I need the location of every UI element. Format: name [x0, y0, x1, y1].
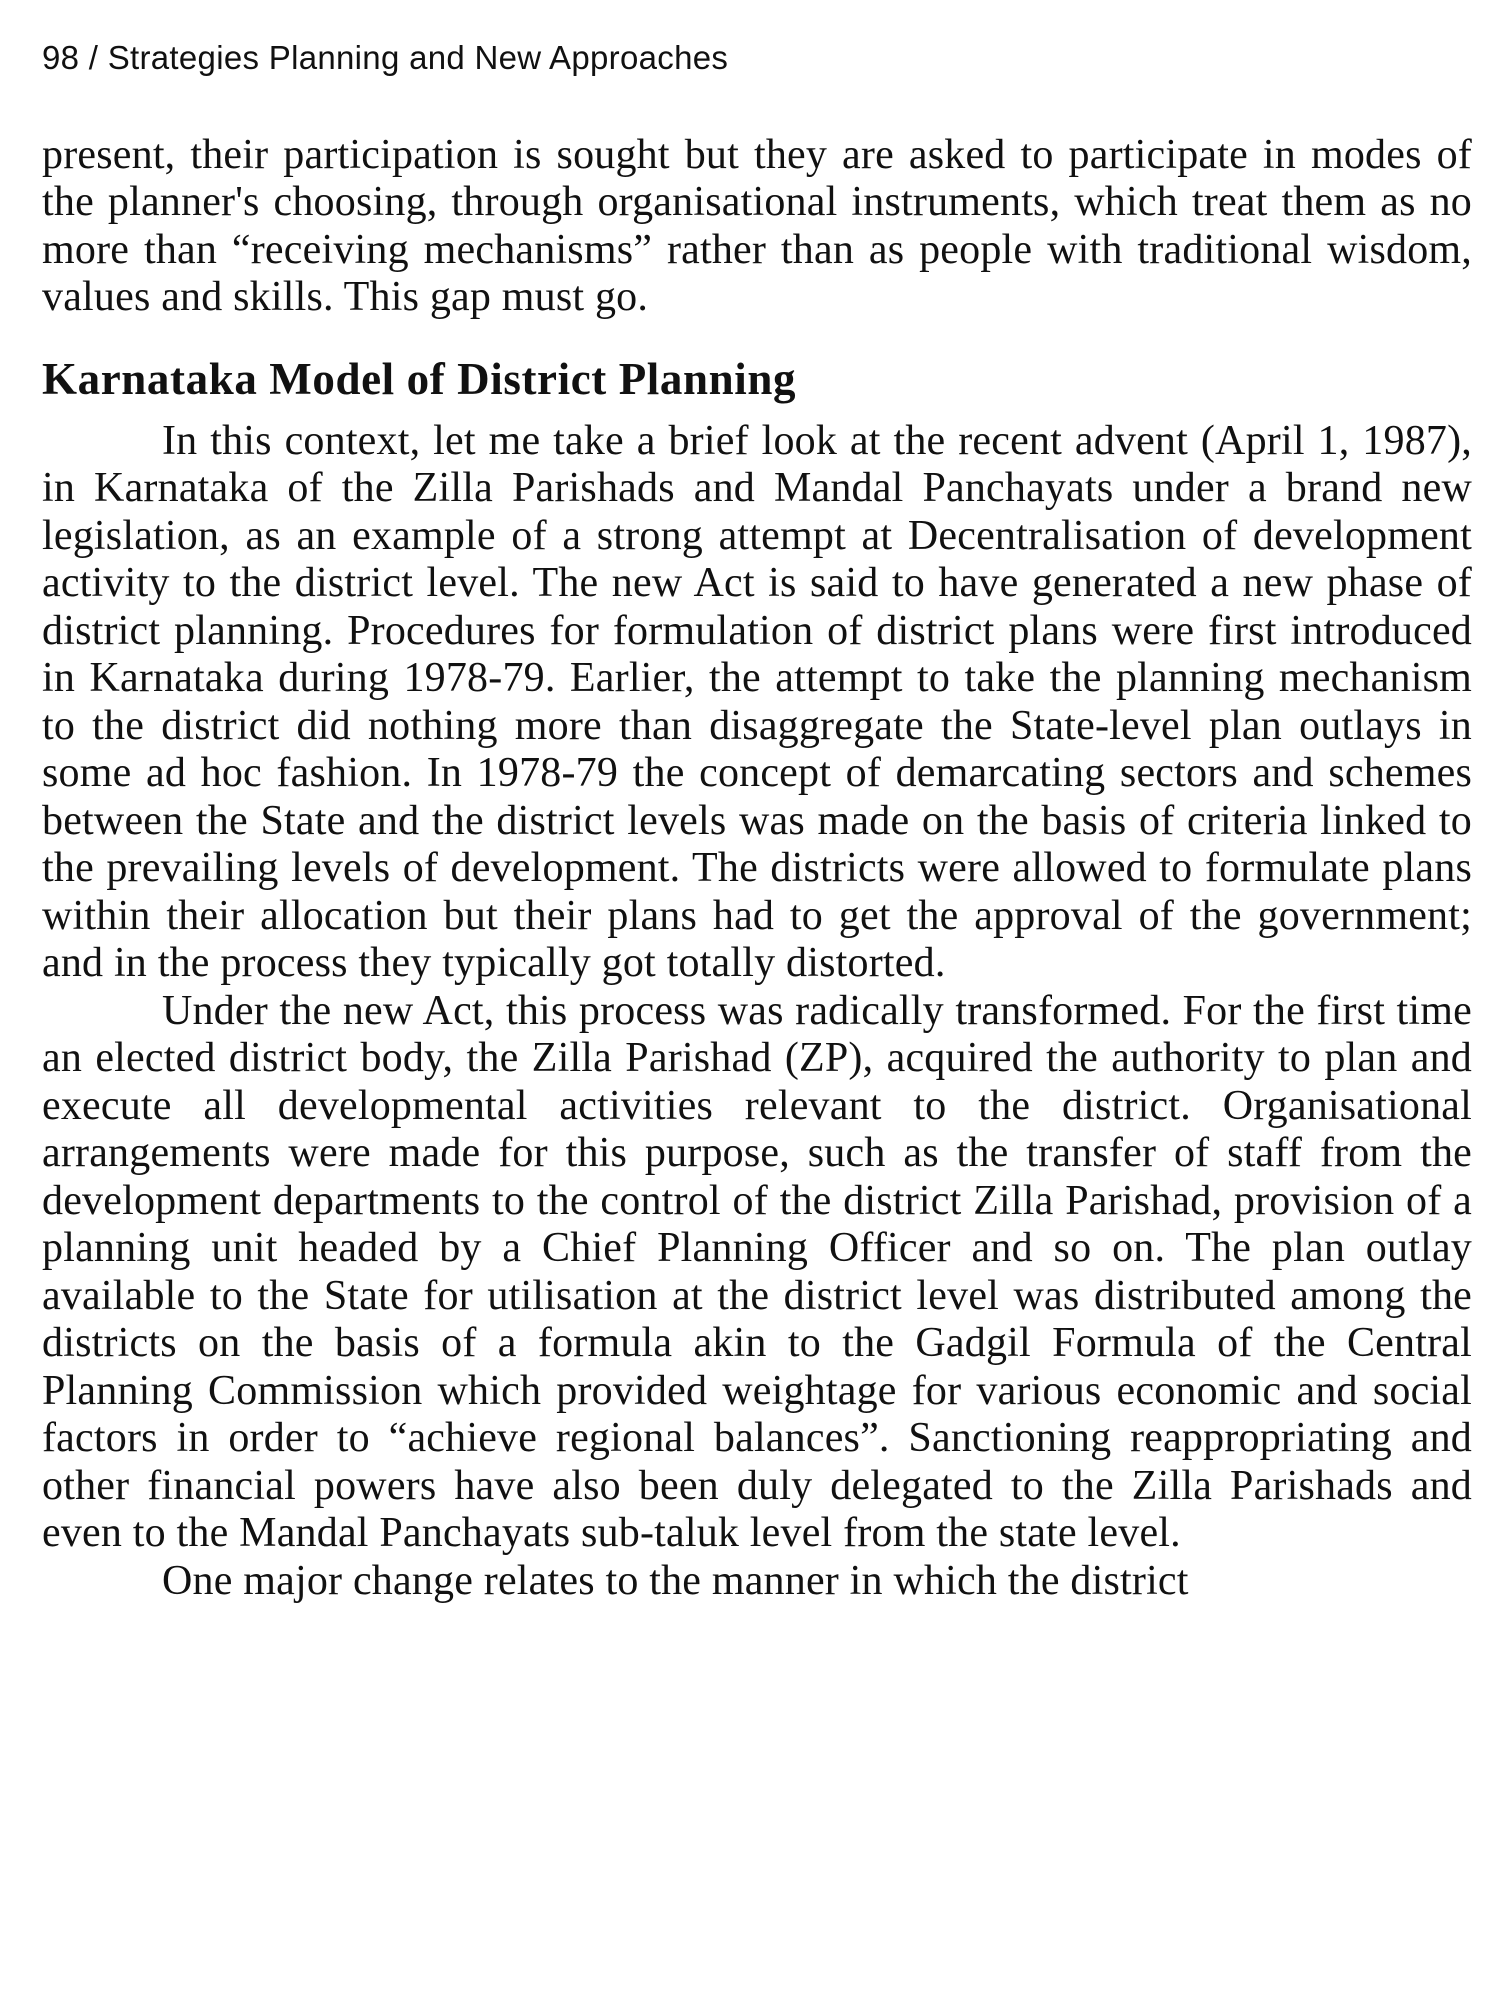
paragraph-context: In this context, let me take a brief look at the recent advent (April 1, 1987), in Karnataka of the Zilla Parishads and Mandal Panchayats under a brand new legislation, as an example of a strong attempt at Decentralisation of development activity to the district level. The new Act is said to have generated a new phase of district planning. Procedures for formulation of district plans were first introduced in Karnataka during 1978-79. Earlier, the attempt to take the planning mechanism to the district did nothing more than disaggregate the State-level plan outlays in some ad hoc fashion. In 1978-79 the concept of demarcating sectors and schemes between the State and the district levels was made on the basis of criteria linked to the prevailing levels of development. The districts were allowed to formulate plans within their allocation but their plans had to get the approval of the government; and in the process they typically got totally distorted. — [42, 417, 1472, 987]
paragraph-major-change: One major change relates to the manner in which the district — [162, 1557, 1189, 1604]
book-page — [42, 38, 1472, 1605]
section-heading: Karnataka Model of District Planning — [42, 353, 797, 404]
paragraph-new-act: Under the new Act, this process was radically transformed. For the first time an elected district body, the Zilla Parishad (ZP), acquired the authority to plan and execute all developmental activities relevant to the district. Organisational arrangements were made for this purpose, such as the transfer of staff from the development departments to the control of the district Zilla Parishad, provision of a planning unit headed by a Chief Planning Officer and so on. The plan outlay available to the State for utilisation at the district level was distributed among the districts on the basis of a formula akin to the Gadgil Formula of the Central Planning Commission which provided weightage for various economic and social factors in order to “achieve regional balances”. Sanctioning reappropriating and other financial powers have also been duly delegated to the Zilla Parishads and even to the Mandal Panchayats sub-taluk level from the state level. — [42, 987, 1472, 1557]
running-head: 98 / Strategies Planning and New Approaches — [42, 39, 729, 76]
paragraph-continued: present, their participation is sought but they are asked to participate in modes of the planner's choosing, through organisational instruments, which treat them as no more than “receiving mechanisms” rather than as people with traditional wisdom, values and skills. This gap must go. — [42, 131, 1472, 321]
